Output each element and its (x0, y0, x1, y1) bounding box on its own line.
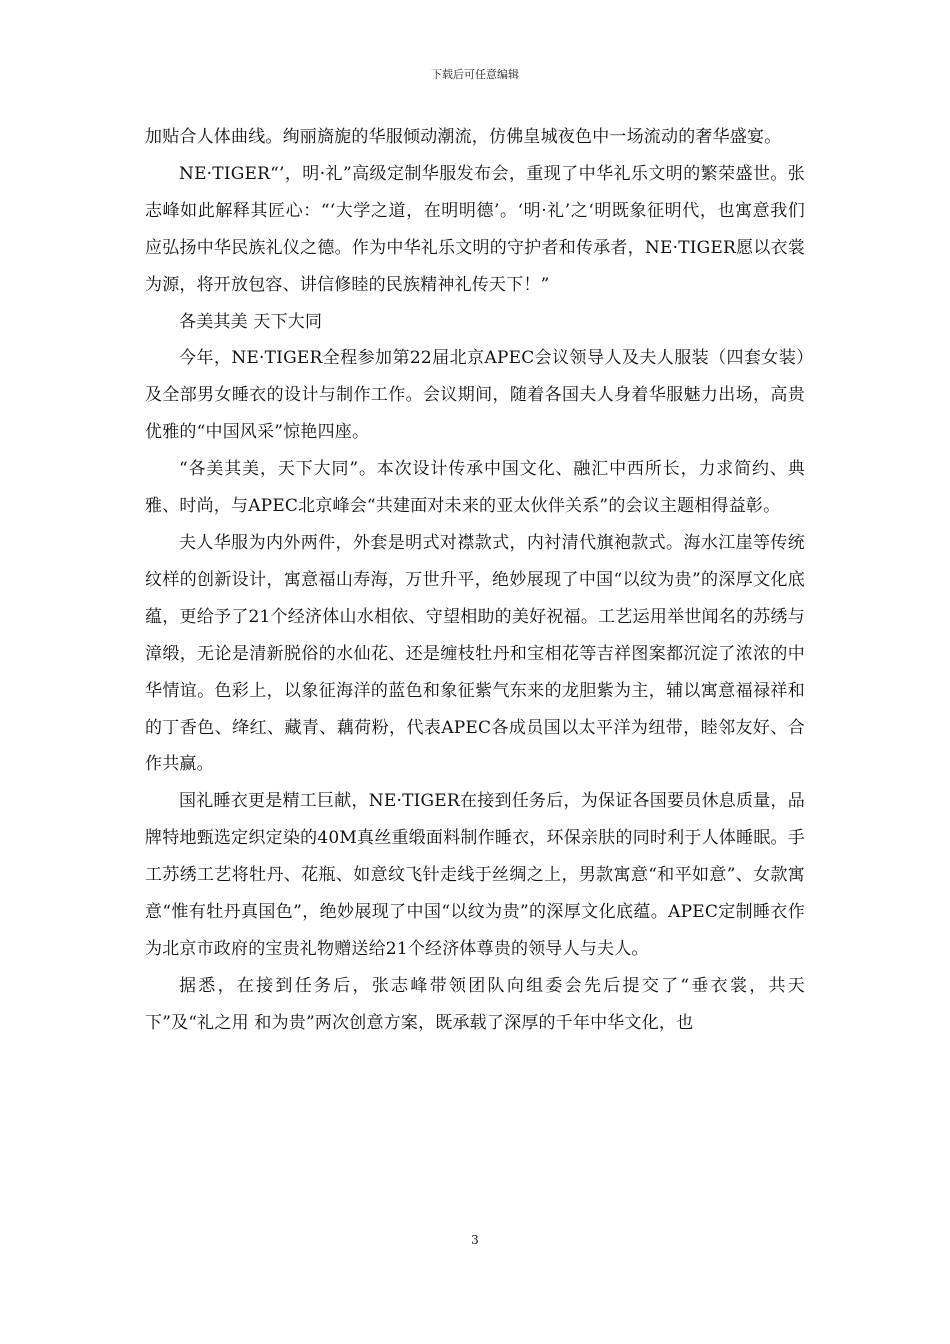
paragraph-state-gift-pajamas: 国礼睡衣更是精工巨献，NE·TIGER在接到任务后，为保证各国要员休息质量，品牌特地甄选定织定染的40M真丝重缎面料制作睡衣，环保亲肤的同时利于人体睡眠。手工苏绣工艺将牡丹、花瓶、如意纹飞针走线于丝绸之上，男款寓意“和平如意”、女款寓意“惟有牡丹真国色”，绝妙展现了中国“以纹为贵”的深厚文化底蕴。APEC定制睡衣作为北京市政府的宝贵礼物赠送给21个经济体尊贵的领导人与夫人。 (145, 791, 805, 959)
paragraph-continuation: 加贴合人体曲线。绚丽旖旎的华服倾动潮流，仿佛皇城夜色中一场流动的奢华盛宴。 (145, 127, 782, 147)
paragraph-apec-participation: 今年，NE·TIGER全程参加第22届北京APEC会议领导人及夫人服装（四套女装）及全部男女睡衣的设计与制作工作。会议期间，随着各国夫人身着华服魅力出场，高贵优雅的“中国风采”惊艳四座。 (145, 348, 805, 443)
section-heading: 各美其美 天下大同 (179, 311, 323, 332)
page-number: 3 (471, 1233, 479, 1247)
page-header (0, 68, 950, 82)
paragraph-creative-proposals: 据悉，在接到任务后，张志峰带领团队向组委会先后提交了“垂衣裳，共天下”及“礼之用 和为贵”两次创意方案，既承载了深厚的千年中华文化，也 (145, 975, 805, 1033)
header-note: 下载后可任意编辑 (431, 68, 519, 81)
document-body (145, 119, 805, 1042)
paragraph-ming-li-launch: NE·TIGER“’，明·礼”高级定制华服发布会，重现了中华礼乐文明的繁荣盛世。张志峰如此解释其匠心：“‘大学之道，在明明德’。‘明·礼’之‘明既象征明代，也寓意我们应弘扬中华民族礼仪之德。作为中华礼乐文明的守护者和传承者，NE·TIGER愿以衣裳为源，将开放包容、讲信修睦的民族精神礼传天下！” (145, 163, 805, 295)
paragraph-ladies-garments: 夫人华服为内外两件，外套是明式对襟款式，内衬清代旗袍款式。海水江崖等传统纹样的创新设计，寓意福山寿海，万世升平，绝妙展现了中国“以纹为贵”的深厚文化底蕴，更给予了21个经济体山水相依、守望相助的美好祝福。工艺运用举世闻名的苏绣与漳缎，无论是清新脱俗的水仙花、还是缠枝牡丹和宝相花等吉祥图案都沉淀了浓浓的中华情谊。色彩上，以象征海洋的蓝色和象征紫气东来的龙胆紫为主，辅以寓意福禄祥和的丁香色、绛红、藏青、藕荷粉，代表APEC各成员国以太平洋为纽带，睦邻友好、合作共赢。 (145, 532, 805, 775)
paragraph-design-concept: “各美其美，天下大同”。本次设计传承中国文化、融汇中西所长，力求简约、典雅、时尚，与APEC北京峰会“共建面对未来的亚太伙伴关系”的会议主题相得益彰。 (145, 459, 805, 517)
page-footer (0, 1232, 950, 1248)
